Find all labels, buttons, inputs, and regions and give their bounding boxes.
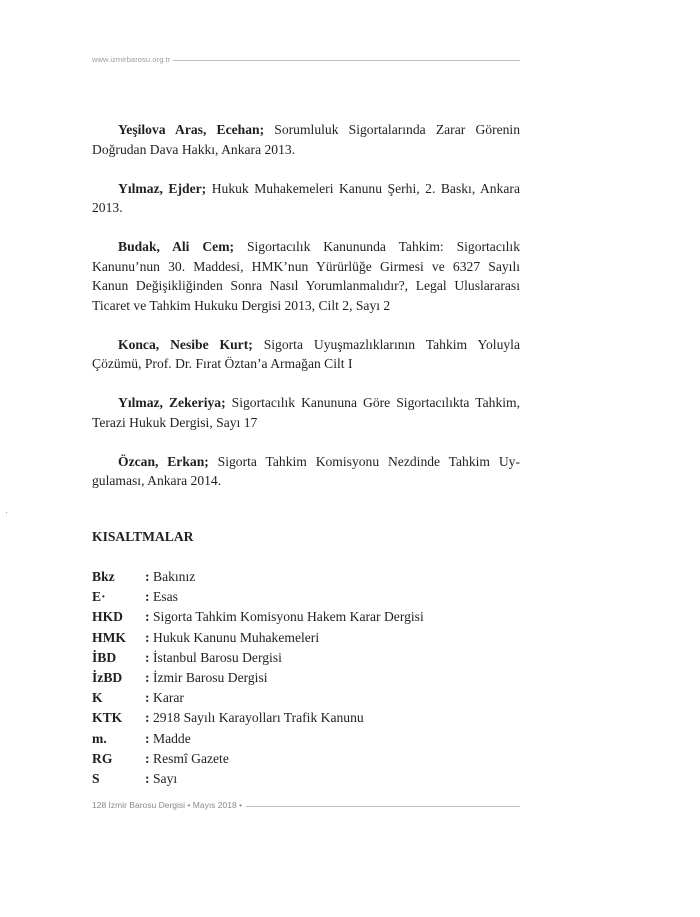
- abbreviation-key: Bkz: [92, 569, 115, 584]
- abbreviation-row: [92, 607, 520, 627]
- abbreviation-definition: Madde: [153, 730, 191, 746]
- abbreviation-definition: İstanbul Barosu Dergisi: [153, 649, 282, 665]
- reference-text: Sigortacılık Kanununda Tahkim: Sigortacılık Kanunu’nun 30. Maddesi, HMK’nun Yürürlüğe Girmesi ve 6327 Sayılı Kanun Değişikliğinden Sonra Nasıl Yorumlanmalıdır?, Legal Uluslararası Ticaret ve Tahkim Hukuku Dergisi 2013, Cilt 2, Sayı 2: [92, 239, 520, 313]
- abbreviation-colon: :: [145, 730, 150, 746]
- abbreviation-row: [92, 628, 520, 648]
- abbreviations-heading: KISALTMALAR: [92, 529, 194, 544]
- abbreviation-row: [92, 749, 520, 769]
- abbreviation-colon: :: [145, 609, 150, 625]
- abbreviation-colon: :: [145, 569, 150, 584]
- abbreviation-colon: :: [145, 750, 150, 766]
- references-list: [92, 120, 520, 510]
- abbreviations-list: [92, 567, 520, 789]
- abbreviation-definition: 2918 Sayılı Karayolları Trafik Kanunu: [153, 710, 364, 726]
- reference-text: Sorumluluk Sigortalarında Zarar Görenin Doğrudan Dava Hakkı, Ankara 2013.: [92, 122, 520, 157]
- abbreviation-key: RG: [92, 750, 113, 766]
- abbreviation-key: E·: [92, 589, 106, 605]
- abbreviation-definition: Sigorta Tahkim Komisyonu Hakem Karar Dergisi: [153, 609, 424, 625]
- abbreviation-definition: Karar: [153, 690, 184, 706]
- abbreviation-key: İBD: [92, 649, 117, 665]
- abbreviation-definition: Esas: [153, 589, 178, 605]
- abbreviation-row: [92, 648, 520, 668]
- reference-author: Konca, Nesibe Kurt;: [118, 336, 253, 352]
- reference-text: Sigorta Tahkim Komisyonu Nezdinde Tahkim Uygulaması, Ankara 2014.: [92, 453, 520, 488]
- abbreviation-key: S: [92, 770, 100, 786]
- abbreviation-key: KTK: [92, 710, 123, 726]
- abbreviation-colon: :: [145, 649, 150, 665]
- abbreviation-key: HKD: [92, 609, 123, 625]
- reference-author: Özcan, Erkan;: [118, 453, 209, 469]
- abbreviation-key: K: [92, 690, 103, 706]
- abbreviation-definition: Hukuk Kanunu Muhakemeleri: [153, 629, 320, 645]
- abbreviation-definition: Bakınız: [153, 569, 196, 584]
- footer-text: 128 İzmir Barosu Dergisi • Mayıs 2018 •: [92, 800, 246, 811]
- abbreviation-row: [92, 668, 520, 688]
- abbreviation-row: [92, 688, 520, 708]
- abbreviation-row: [92, 567, 520, 587]
- abbreviation-colon: :: [145, 690, 150, 706]
- abbreviation-row: [92, 708, 520, 728]
- abbreviation-colon: :: [145, 629, 150, 645]
- reference-entry: [92, 120, 520, 159]
- abbreviation-colon: :: [145, 669, 150, 685]
- reference-text: Sigorta Uyuşmazlıklarının Tahkim Yoluyla Çözümü, Prof. Dr. Fırat Öztan’a Armağan Cilt I: [92, 336, 520, 371]
- abbreviation-definition: Sayı: [153, 770, 178, 786]
- abbreviation-key: HMK: [92, 629, 126, 645]
- abbreviation-colon: :: [145, 770, 150, 786]
- abbreviation-colon: :: [145, 710, 150, 726]
- reference-entry: [92, 335, 520, 374]
- reference-entry: [92, 179, 520, 218]
- abbreviation-key: m.: [92, 730, 107, 746]
- abbreviation-row: [92, 769, 520, 789]
- page-footer: [92, 800, 520, 814]
- reference-entry: [92, 452, 520, 491]
- reference-text: Sigortacılık Kanununa Göre Sigortacılıkta Tahkim, Terazi Hukuk Dergisi, Sayı 17: [92, 395, 520, 430]
- abbreviation-row: [92, 729, 520, 749]
- reference-entry: [92, 237, 520, 315]
- page-header: [92, 55, 520, 65]
- reference-author: Budak, Ali Cem;: [118, 239, 235, 254]
- reference-entry: [92, 393, 520, 432]
- abbreviation-key: İzBD: [92, 669, 123, 685]
- reference-text: Hukuk Muhakemeleri Kanunu Şerhi, 2. Baskı, Ankara 2013.: [92, 180, 520, 215]
- margin-mark: [6, 512, 7, 513]
- header-url: www.izmirbarosu.org.tr: [92, 55, 173, 64]
- abbreviation-colon: :: [145, 589, 150, 605]
- abbreviation-definition: Resmî Gazete: [153, 750, 229, 766]
- abbreviation-definition: İzmir Barosu Dergisi: [153, 669, 268, 685]
- reference-author: Yılmaz, Ejder;: [118, 180, 207, 196]
- reference-author: Yılmaz, Zekeriya;: [118, 395, 226, 410]
- reference-author: Yeşilova Aras, Ecehan;: [118, 122, 265, 137]
- abbreviation-row: [92, 587, 520, 607]
